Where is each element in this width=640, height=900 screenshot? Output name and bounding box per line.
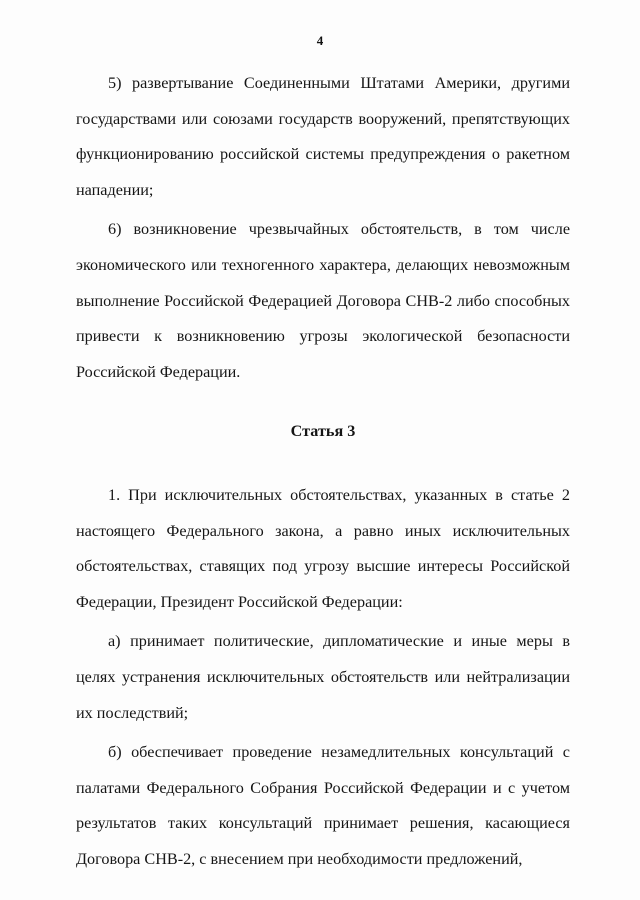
- document-body: [76, 66, 570, 881]
- paragraph-item-5: 5) развертывание Соединенными Штатами Америки, другими государствами или союзами государств вооружений, препятствующих функционированию российской системы предупреждения о ракетном нападении;: [76, 74, 570, 199]
- paragraph-clause-1: 1. При исключительных обстоятельствах, указанных в статье 2 настоящего Федерального закона, а равно иных исключительных обстоятельствах, ставящих под угрозу высшие интересы Российской Федерации, Президент Российской Федерации:: [76, 485, 570, 611]
- paragraph-subclause-a: а) принимает политические, дипломатические и иные меры в целях устранения исключительных обстоятельств или нейтрализации их последствий;: [76, 632, 570, 722]
- page-number: 4: [316, 33, 324, 48]
- paragraph-item-6: 6) возникновение чрезвычайных обстоятельств, в том числе экономического или техногенного характера, делающих невозможным выполнение Российской Федерацией Договора СНВ-2 либо способных привести к возникновению угрозы экологической безопасности Российской Федерации.: [76, 220, 570, 381]
- paragraph-subclause-b: б) обеспечивает проведение незамедлительных консультаций с палатами Федерального Собрания Российской Федерации и с учетом результатов таких консультаций принимает решения, касающиеся Договора СНВ-2, с внесением при необходимости предложений,: [76, 743, 570, 868]
- article-heading: Статья 3: [290, 422, 356, 441]
